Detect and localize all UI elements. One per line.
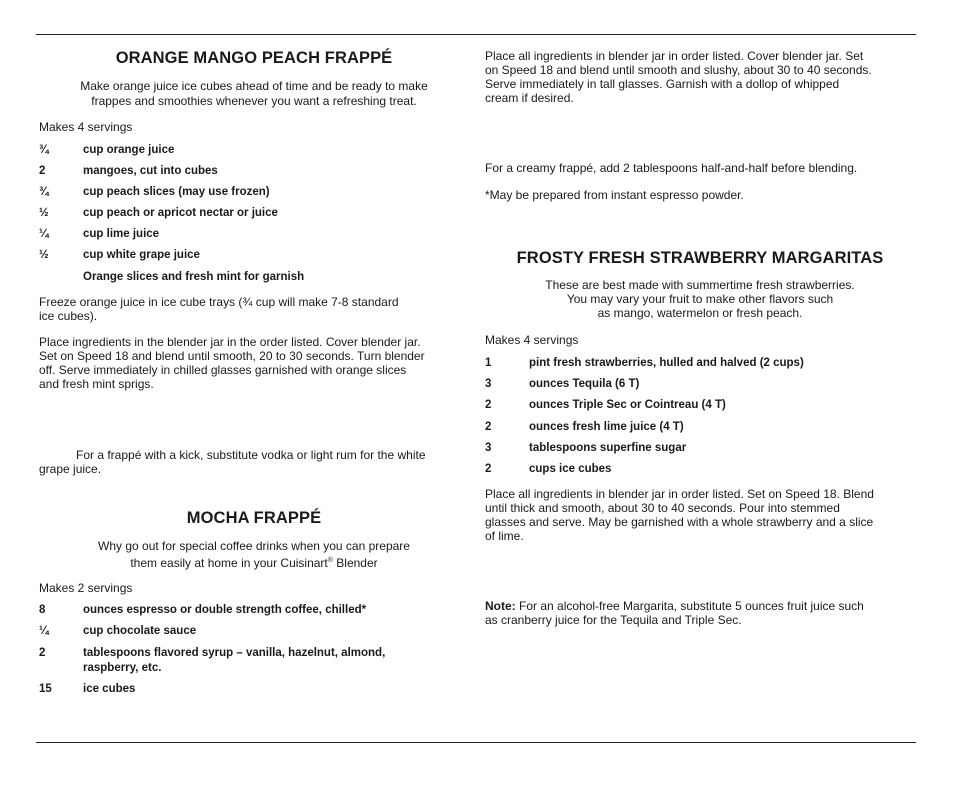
paragraph-line <box>485 599 915 613</box>
intro-line <box>39 554 469 571</box>
servings: Makes 2 servings <box>39 581 133 595</box>
right-column <box>485 0 915 786</box>
intro-line: as mango, watermelon or fresh peach. <box>597 306 803 320</box>
paragraph-line: on Speed 18 and blend until smooth and slushy, about 30 to 40 seconds. <box>485 63 872 77</box>
paragraph-line: cream if desired. <box>485 91 574 105</box>
mocha-footnote: *May be prepared from instant espresso powder. <box>485 188 744 202</box>
ingredient-text: ounces Triple Sec or Cointreau (4 T) <box>529 399 726 411</box>
paragraph-line: Place all ingredients in blender jar in order listed. Set on Speed 18. Blend <box>485 487 874 501</box>
ingredient-text: ounces Tequila (6 T) <box>529 378 640 390</box>
ingredient-text: ounces fresh lime juice (4 T) <box>529 421 684 433</box>
ingredient-qty: 8 <box>39 604 46 616</box>
servings: Makes 4 servings <box>39 120 133 134</box>
paragraph-line: Set on Speed 18 and blend until smooth, 20 to 30 seconds. Turn blender <box>39 349 425 363</box>
ingredient-text: ice cubes <box>83 683 136 695</box>
mocha-method <box>485 49 915 105</box>
left-column <box>39 0 469 786</box>
intro-text: Blender <box>332 555 378 570</box>
ingredient-qty: ¼ <box>39 228 49 240</box>
ingredient-qty: 2 <box>485 421 492 433</box>
paragraph-line: Place ingredients in the blender jar in the order listed. Cover blender jar. <box>39 335 421 349</box>
ingredient-text: Orange slices and fresh mint for garnish <box>83 271 305 283</box>
ingredient-qty: 2 <box>39 165 46 177</box>
paragraph-line: off. Serve immediately in chilled glasses garnished with orange slices <box>39 363 407 377</box>
intro-line: These are best made with summertime fresh strawberries. <box>545 278 855 292</box>
ingredient-text-line: raspberry, etc. <box>83 662 162 674</box>
ingredient-qty: ¾ <box>39 186 49 198</box>
ingredient-qty: 3 <box>485 378 492 390</box>
ingredient-text: cup chocolate sauce <box>83 625 197 637</box>
ingredient-text: cup lime juice <box>83 228 160 240</box>
intro-line: You may vary your fruit to make other flavors such <box>566 292 834 306</box>
variation-tip <box>39 448 469 476</box>
ingredient-qty: ½ <box>39 249 49 261</box>
note-label: Note: <box>485 599 516 613</box>
ingredient-qty: ½ <box>39 207 49 219</box>
paragraph-line: until thick and smooth, about 30 to 40 seconds. Pour into stemmed <box>485 501 840 515</box>
paragraph-line: of lime. <box>485 529 524 543</box>
ingredient-text-line: tablespoons flavored syrup – vanilla, hazelnut, almond, <box>83 647 386 659</box>
ingredient-text: tablespoons superfine sugar <box>529 442 687 454</box>
freeze-instructions <box>39 295 469 323</box>
ingredient-text: cup orange juice <box>83 144 175 156</box>
recipe-title-strawberry-margaritas: FROSTY FRESH STRAWBERRY MARGARITAS <box>516 249 884 267</box>
ingredient-text: cup peach slices (may use frozen) <box>83 186 270 198</box>
recipe-intro <box>485 278 915 320</box>
ingredient-qty: 3 <box>485 442 492 454</box>
paragraph-line: glasses and serve. May be garnished with a whole strawberry and a slice <box>485 515 874 529</box>
paragraph-line: and fresh mint sprigs. <box>39 377 154 391</box>
margarita-note <box>485 599 915 627</box>
ingredient-text: cups ice cubes <box>529 463 612 475</box>
ingredient-qty: 15 <box>39 683 52 695</box>
ingredient-qty: 2 <box>39 647 46 659</box>
paragraph-line: Freeze orange juice in ice cube trays (¾ cup will make 7-8 standard <box>39 295 399 309</box>
intro-text: them easily at home in your Cuisinart <box>130 555 328 570</box>
recipe-intro <box>39 539 469 570</box>
ingredient-text: pint fresh strawberries, hulled and halved (2 cups) <box>529 357 804 369</box>
paragraph-line: grape juice. <box>39 462 102 476</box>
paragraph-line: Place all ingredients in blender jar in order listed. Cover blender jar. Set <box>485 49 864 63</box>
ingredient-qty: 2 <box>485 463 492 475</box>
ingredient-text: cup peach or apricot nectar or juice <box>83 207 278 219</box>
intro-line: frappes and smoothies whenever you want a refreshing treat. <box>91 93 417 108</box>
recipe-title-orange-mango: ORANGE MANGO PEACH FRAPPÉ <box>115 49 393 67</box>
recipe-title-mocha: MOCHA FRAPPÉ <box>186 509 322 527</box>
ingredient-qty: ¼ <box>39 625 49 637</box>
paragraph-line: as cranberry juice for the Tequila and Triple Sec. <box>485 613 742 627</box>
paragraph-line: ice cubes). <box>39 309 98 323</box>
method-instructions <box>39 335 469 391</box>
ingredient-qty: 2 <box>485 399 492 411</box>
servings: Makes 4 servings <box>485 333 579 347</box>
ingredient-text: mangoes, cut into cubes <box>83 165 218 177</box>
recipe-intro <box>39 79 469 108</box>
intro-line: Make orange juice ice cubes ahead of time and be ready to make <box>80 79 428 93</box>
intro-line: Why go out for special coffee drinks when you can prepare <box>98 539 410 553</box>
ingredient-qty: 1 <box>485 357 492 369</box>
paragraph-line: For a frappé with a kick, substitute vodka or light rum for the white <box>76 448 426 462</box>
ingredient-text: ounces espresso or double strength coffee, chilled* <box>83 604 367 616</box>
ingredient-qty: ¾ <box>39 144 49 156</box>
ingredient-text: cup white grape juice <box>83 249 200 261</box>
margarita-method <box>485 487 915 543</box>
ingredient-text <box>83 646 423 676</box>
note-text: For an alcohol-free Margarita, substitute 5 ounces fruit juice such <box>515 599 864 613</box>
mocha-tip: For a creamy frappé, add 2 tablespoons half-and-half before blending. <box>485 161 858 175</box>
registered-mark: ® <box>327 556 333 564</box>
paragraph-line: Serve immediately in tall glasses. Garnish with a dollop of whipped <box>485 77 840 91</box>
